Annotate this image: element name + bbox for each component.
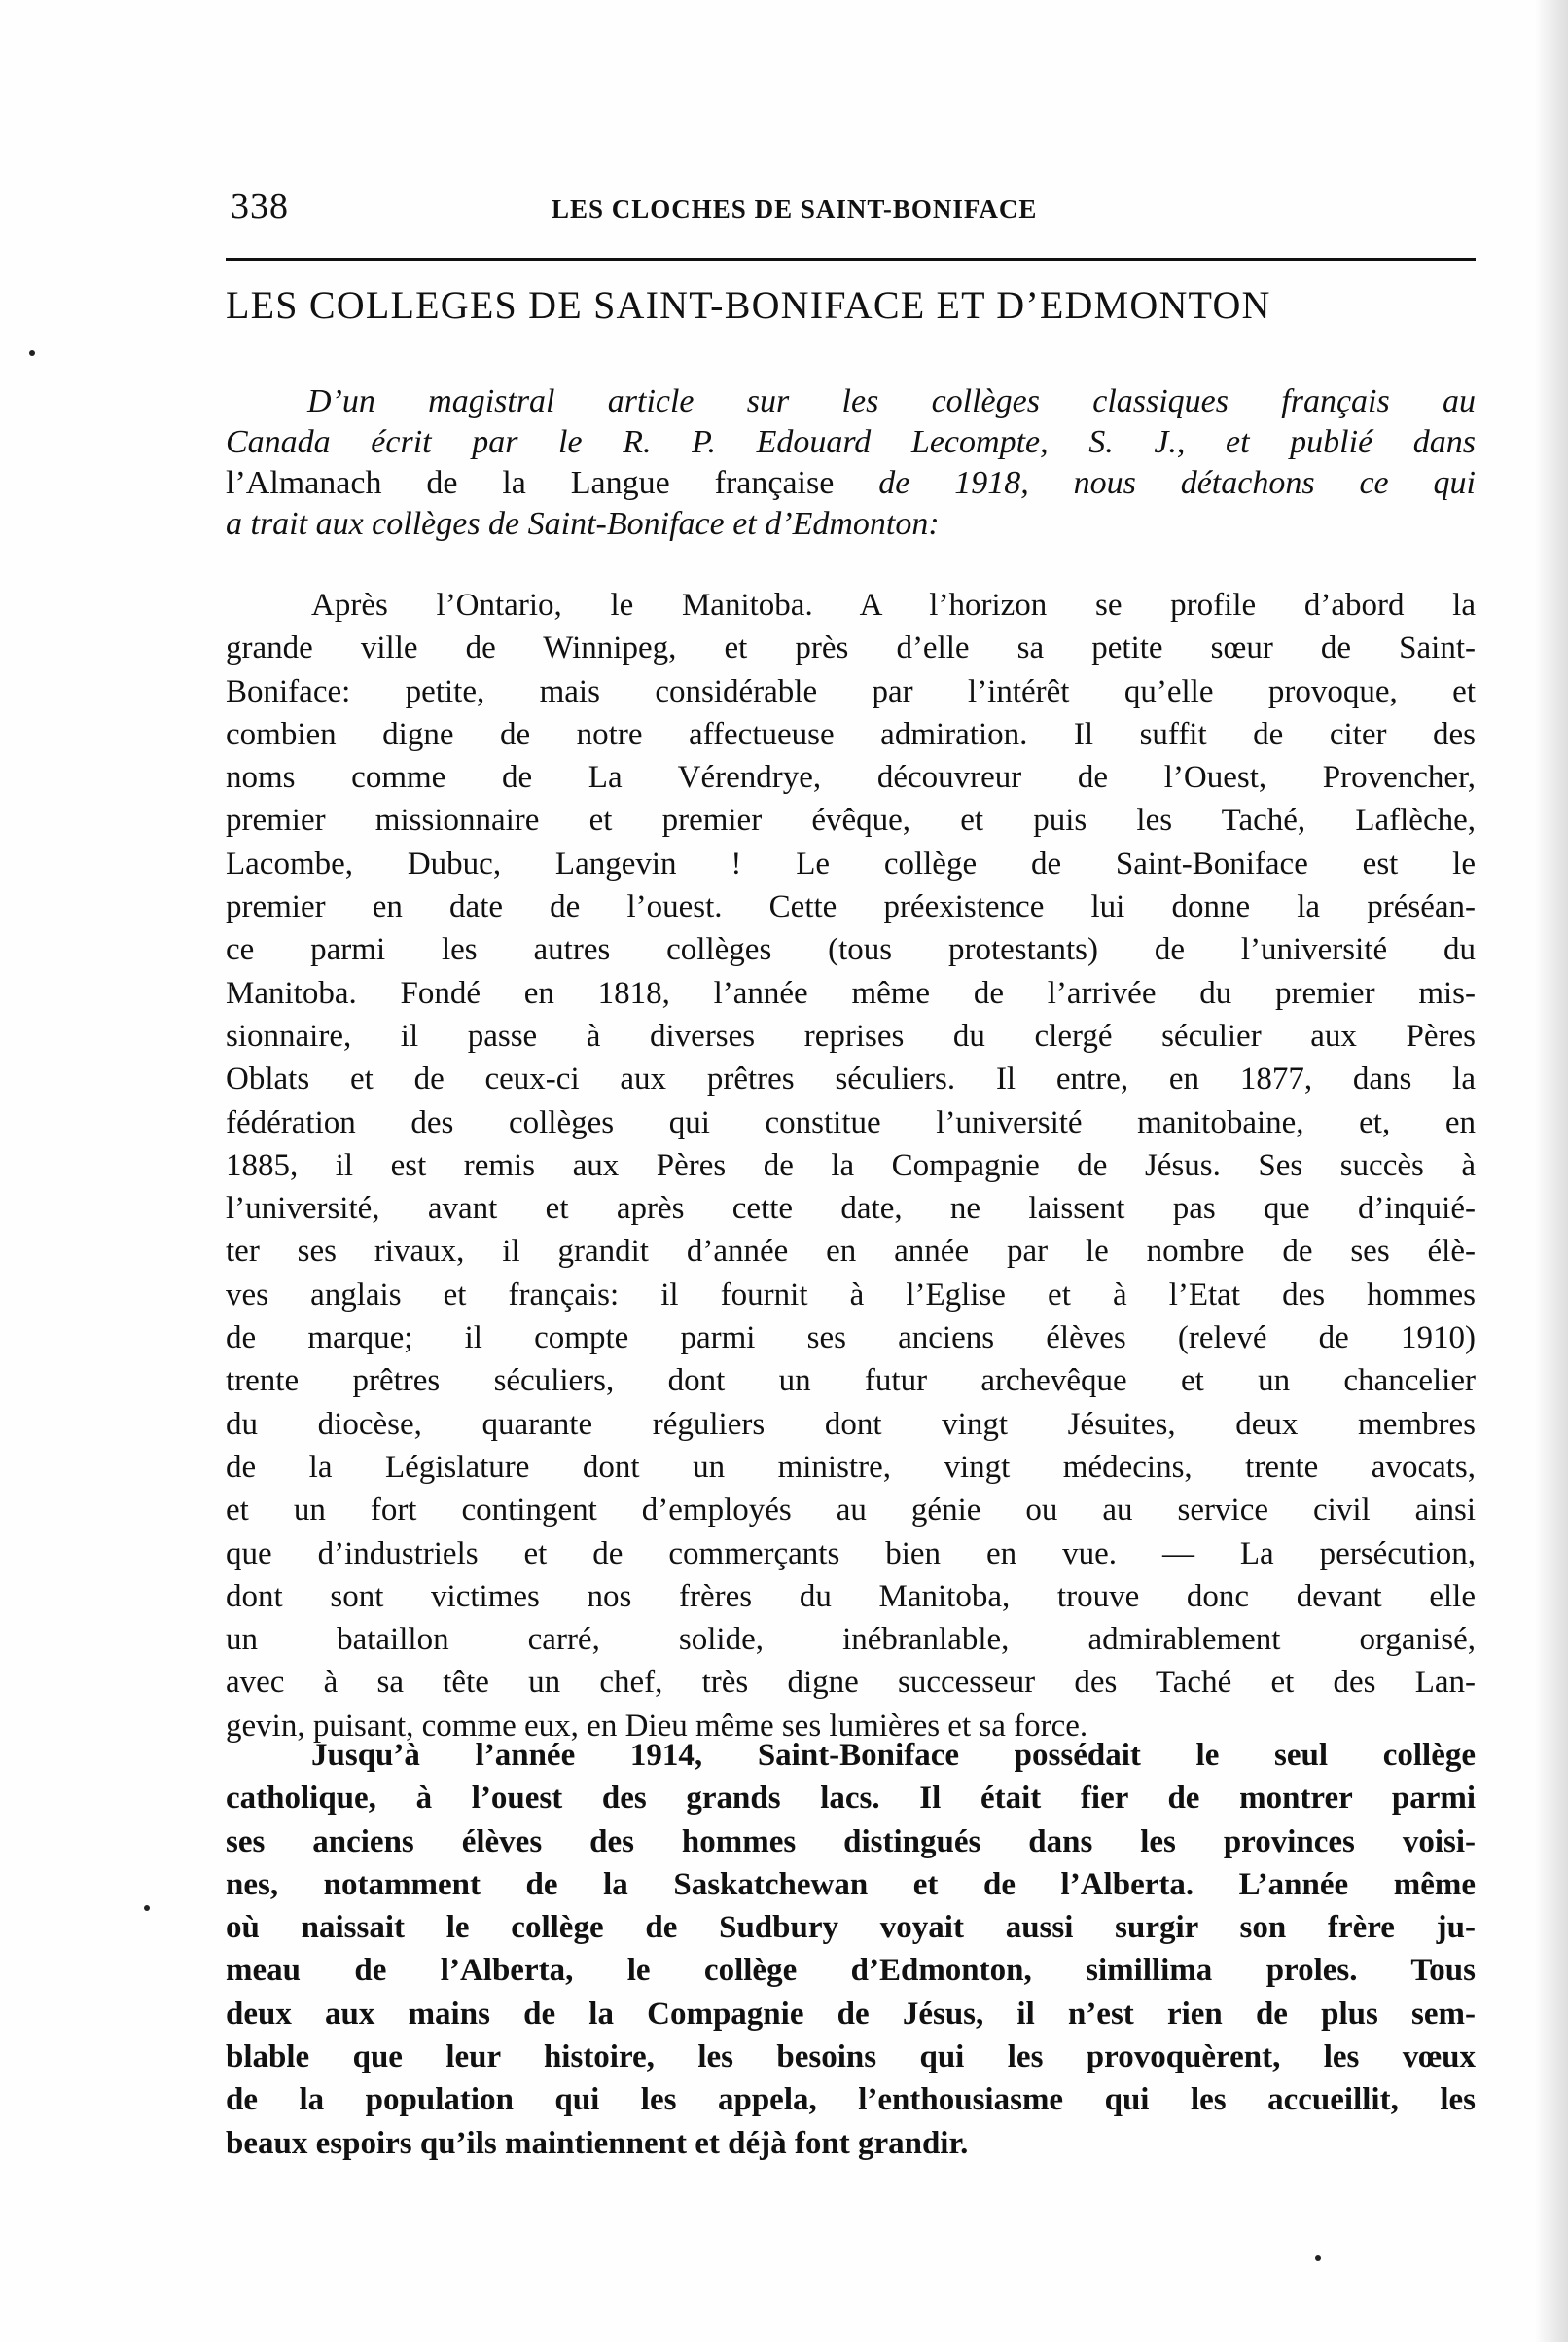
text-line: trente prêtres séculiers, dont un futur archevêque et un chancelier: [226, 1363, 1476, 1399]
text-line: grande ville de Winnipeg, et près d’elle sa petite sœur de Saint-: [226, 631, 1476, 667]
text-line: un bataillon carré, solide, inébranlable, admirablement organisé,: [226, 1622, 1476, 1658]
text-line: beaux espoirs qu’ils maintiennent et déjà font grandir.: [226, 2125, 969, 2161]
page-number: 338: [231, 186, 289, 227]
text-line: et un fort contingent d’employés au génie ou au service civil ainsi: [226, 1493, 1476, 1529]
text-line: gevin, puisant, comme eux, en Dieu même ses lumières et sa force.: [226, 1708, 1088, 1744]
text-line: 1885, il est remis aux Pères de la Compagnie de Jésus. Ses succès à: [226, 1147, 1476, 1183]
text-line: dont sont victimes nos frères du Manitoba, trouve donc devant elle: [226, 1578, 1476, 1614]
paragraph-2: [226, 1734, 1476, 2165]
text-line: où naissait le collège de Sudbury voyait aussi surgir son frère ju-: [226, 1910, 1476, 1946]
intro-segment: de 1918, nous détachons ce qui: [878, 465, 1476, 501]
scan-speck: [29, 350, 35, 356]
intro-note: [226, 381, 1476, 545]
intro-segment: D’un magistral article sur les collèges classiques français au: [307, 383, 1476, 419]
text-line: ter ses rivaux, il grandit d’année en année par le nombre de ses élè-: [226, 1234, 1476, 1270]
intro-segment: a trait aux collèges de Saint-Boniface et d’Edmonton:: [226, 506, 940, 542]
text-line: deux aux mains de la Compagnie de Jésus, il n’est rien de plus sem-: [226, 1996, 1476, 2032]
text-line: ses anciens élèves des hommes distingués dans les provinces voisi-: [226, 1823, 1476, 1859]
intro-segment: Canada écrit par le R. P. Edouard Lecompte, S. J., et publié dans: [226, 424, 1476, 460]
intro-segment: l’Almanach de la Langue française: [226, 465, 879, 501]
text-line: combien digne de notre affectueuse admiration. Il suffit de citer des: [226, 716, 1476, 752]
scan-speck: [1315, 2255, 1321, 2261]
text-line: catholique, à l’ouest des grands lacs. Il était fier de montrer parmi: [226, 1781, 1476, 1817]
text-line: de la Législature dont un ministre, vingt médecins, trente avocats,: [226, 1449, 1476, 1485]
paragraph-1: [226, 584, 1476, 1747]
header-rule: [226, 258, 1476, 261]
text-line: ves anglais et français: il fournit à l’Eglise et à l’Etat des hommes: [226, 1277, 1476, 1313]
intro-line: [226, 463, 1476, 504]
page-header: [231, 185, 1476, 228]
text-line: blable que leur histoire, les besoins qui les provoquèrent, les vœux: [226, 2039, 1476, 2075]
text-line: Jusqu’à l’année 1914, Saint-Boniface possédait le seul collège: [311, 1738, 1476, 1773]
text-line: l’université, avant et après cette date, ne laissent pas que d’inquié-: [226, 1191, 1476, 1227]
text-line: Après l’Ontario, le Manitoba. A l’horizon se profile d’abord la: [311, 588, 1476, 623]
scan-speck: [144, 1905, 150, 1911]
text-line: premier en date de l’ouest. Cette préexistence lui donne la préséan-: [226, 889, 1476, 925]
text-line: Boniface: petite, mais considérable par l’intérêt qu’elle provoque, et: [226, 673, 1476, 709]
text-line: de marque; il compte parmi ses anciens élèves (relevé de 1910): [226, 1320, 1476, 1356]
intro-line: [226, 504, 1476, 545]
text-line: Lacombe, Dubuc, Langevin ! Le collège de Saint-Boniface est le: [226, 846, 1476, 882]
text-line: fédération des collèges qui constitue l’université manitobaine, et, en: [226, 1104, 1476, 1140]
scan-edge-shadow: [1535, 0, 1568, 2342]
text-line: avec à sa tête un chef, très digne successeur des Taché et des Lan-: [226, 1665, 1476, 1701]
intro-line: [226, 422, 1476, 463]
running-title: LES CLOCHES DE SAINT-BONIFACE: [552, 195, 1038, 224]
text-line: Oblats et de ceux-ci aux prêtres séculiers. Il entre, en 1877, dans la: [226, 1062, 1476, 1098]
text-line: ce parmi les autres collèges (tous protestants) de l’université du: [226, 932, 1476, 968]
text-line: que d’industriels et de commerçants bien en vue. — La persécution,: [226, 1535, 1476, 1571]
text-line: du diocèse, quarante réguliers dont vingt Jésuites, deux membres: [226, 1406, 1476, 1442]
text-line: premier missionnaire et premier évêque, et puis les Taché, Laflèche,: [226, 803, 1476, 839]
text-line: Manitoba. Fondé en 1818, l’année même de l’arrivée du premier mis-: [226, 975, 1476, 1011]
text-line: sionnaire, il passe à diverses reprises du clergé séculier aux Pères: [226, 1018, 1476, 1054]
intro-line: [226, 381, 1476, 422]
text-line: de la population qui les appela, l’enthousiasme qui les accueillit, les: [226, 2082, 1476, 2118]
text-line: noms comme de La Vérendrye, découvreur de l’Ouest, Provencher,: [226, 760, 1476, 796]
text-line: meau de l’Alberta, le collège d’Edmonton, simillima proles. Tous: [226, 1953, 1476, 1989]
section-title: LES COLLEGES DE SAINT-BONIFACE ET D’EDMONTON: [226, 283, 1271, 327]
text-line: nes, notamment de la Saskatchewan et de l’Alberta. L’année même: [226, 1866, 1476, 1902]
